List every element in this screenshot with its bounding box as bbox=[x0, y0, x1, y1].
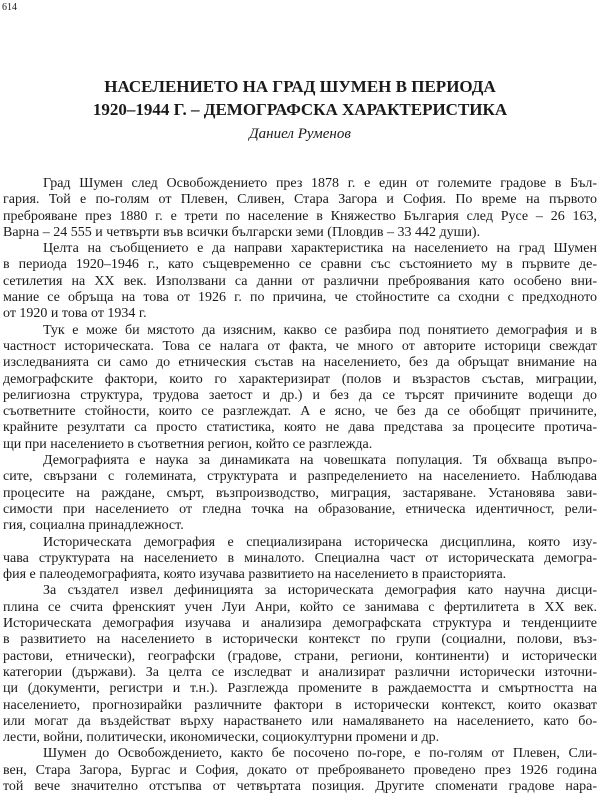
page-number: 614 bbox=[2, 2, 17, 13]
text-line: гия, социална принадлежност. bbox=[3, 518, 184, 534]
text-line: фия е палеодемографията, която изучава развитието на населението в праисторията. bbox=[3, 567, 507, 583]
text-line: растови, етнически), географски (градове, страни, региони, континенти) и исторически bbox=[3, 648, 597, 664]
text-line: ци (документи, регистри и т.н.). Разглежда промените в раждаемостта и смъртността на bbox=[3, 681, 597, 697]
text-line: преброяване през 1880 г. е трети по население в Княжество България след Русе – 26 163, bbox=[3, 208, 597, 224]
paragraph bbox=[3, 323, 597, 453]
text-line: Варна – 24 555 и четвърти във всички български земи (Пловдив – 33 442 души). bbox=[3, 224, 481, 240]
paragraph bbox=[3, 241, 597, 322]
text-line: той вече значително отстъпва от четвъртата позиция. Другите споменати градове нара- bbox=[3, 778, 597, 794]
text-line: демографските фактори, които го характеризират (полов и възрастов състав, миграции, bbox=[3, 371, 597, 387]
author-name: Даниел Руменов bbox=[249, 126, 351, 142]
text-line: симости при населението от гледна точка на образование, етническа идентичност, рели- bbox=[3, 501, 597, 517]
paragraph bbox=[3, 176, 597, 241]
text-line: вен, Стара Загора, Бургас и София, докато от преброяването проведено през 1926 година bbox=[3, 762, 597, 778]
text-line: лести, войни, политически, икономически, социокултурни промени и др. bbox=[3, 730, 440, 746]
text-line: щи при населението в съответния регион, който се разглежда. bbox=[3, 436, 373, 452]
text-line: процесите на раждане, смърт, възпроизводство, миграция, застаряване. Установява зави- bbox=[3, 485, 597, 501]
text-line: частност историческата. Това се налага от факта, че много от авторите историци свеждат bbox=[3, 338, 597, 354]
text-line: съответните стойности, които се разглеждат. А е ясно, че без да се обобщят причините, bbox=[3, 404, 597, 420]
text-line: в развитието на населението в исторически контекст по групи (социални, полови, въз- bbox=[3, 632, 597, 648]
text-line: плина се счита френският учен Луи Анри, който се занимава с фертилитета в XX век. bbox=[3, 599, 597, 615]
text-line: или могат да въздействат върху нарастването или намаляването на населението, като бо- bbox=[3, 713, 597, 729]
title-line: 1920–1944 Г. – ДЕМОГРАФСКА ХАРАКТЕРИСТИКА bbox=[92, 100, 508, 119]
paragraph bbox=[3, 746, 597, 795]
text-line: сетилетия на XX век. Използвани са данни от различни преброявания като особено вни- bbox=[3, 273, 597, 289]
text-line: изследванията си само до етническия състав на населението, без да обръщат внимание на bbox=[3, 355, 597, 371]
text-line: Демографията е наука за динамиката на човешката популация. Тя обхваща въпро- bbox=[43, 453, 597, 469]
text-line: гария. Той е по-голям от Плевен, Сливен, Стара Загора и София. По време на първото bbox=[3, 192, 597, 208]
text-line: крайните резултати са просто статистика, която не дава представа за процесите протича- bbox=[3, 420, 597, 436]
article-body bbox=[3, 176, 597, 795]
text-line: Тук е може би мястото да изясним, какво се разбира под понятието демография и в bbox=[43, 322, 597, 338]
text-line: За създател извел дефиницията за историческата демография като научна дисци- bbox=[43, 583, 597, 599]
text-line: Историческата демография изучава и анализира демографската структура и тенденциите bbox=[3, 616, 597, 632]
paragraph bbox=[3, 453, 597, 534]
text-line: религиозна структура, трудова заетост и др.) и без да се търсят причините водещи до bbox=[3, 387, 597, 403]
text-line: населението, прогнозирайки различните фактори в исторически контекст, които оказват bbox=[3, 697, 597, 713]
text-line: мание се обръща на това от 1926 г. по причина, че стойностите са сходни с предходното bbox=[3, 290, 597, 306]
text-line: чава структурата на населението в миналото. Специална част от историческата демогра- bbox=[3, 550, 597, 566]
paragraph bbox=[3, 583, 597, 746]
text-line: в периода 1920–1946 г., като същевременно се сравни със състоянието му в първите де- bbox=[3, 257, 597, 273]
text-line: Историческата демография е специализирана историческа дисциплина, която изу- bbox=[43, 534, 597, 550]
text-line: Град Шумен след Освобождението през 1878 г. е един от големите градове в Бъл- bbox=[43, 176, 597, 191]
text-line: от 1920 и това от 1934 г. bbox=[3, 306, 147, 322]
title-line: НАСЕЛЕНИЕТО НА ГРАД ШУМЕН В ПЕРИОДА bbox=[104, 77, 496, 96]
text-line: Целта на съобщението е да направи характеристика на населението на град Шумен bbox=[43, 241, 597, 257]
paragraph bbox=[3, 535, 597, 584]
text-line: сите, свързани с големината, структурата и разпределението на населението. Наблюдава bbox=[3, 469, 597, 485]
article-title bbox=[0, 75, 600, 121]
text-line: категории (държави). За целта се изследват и анализират различни исторически източни- bbox=[3, 664, 597, 680]
text-line: Шумен до Освобождението, както бе посочено по-горе, е по-голям от Плевен, Сли- bbox=[43, 746, 597, 762]
